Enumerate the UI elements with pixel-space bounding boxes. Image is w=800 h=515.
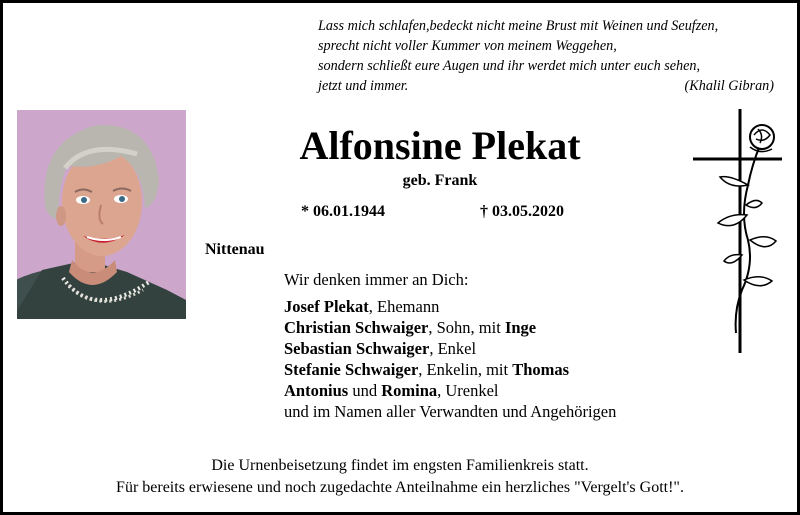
mourner-row <box>284 359 616 380</box>
mourner-conjunction: und <box>348 381 382 400</box>
mourner-relation: , Ehemann <box>368 297 440 316</box>
portrait-illustration <box>17 110 186 319</box>
poem-line: Lass mich schlafen,bedeckt nicht meine Brust mit Weinen und Seufzen, <box>318 18 719 34</box>
poem-line: sondern schließt eure Augen und ihr werdet mich unter euch sehen, <box>318 58 701 74</box>
mourner-row <box>284 338 616 359</box>
mourner-partner: Inge <box>504 318 537 337</box>
poem <box>318 16 774 96</box>
mourner-partner: Thomas <box>512 360 570 379</box>
place-name: Nittenau <box>205 241 265 258</box>
footer-notice <box>0 455 800 499</box>
mourner-name: Stefanie Schwaiger <box>284 360 419 379</box>
mourner-row: und im Namen aller Verwandten und Angehörigen <box>284 402 617 421</box>
thanks-notice: Für bereits erwiesene und noch zugedachte Anteilnahme ein herzliches "Vergelt's Gott!". <box>116 479 684 496</box>
poem-last-line <box>318 76 774 96</box>
mourner-row <box>284 317 616 338</box>
maiden-name: geb. Frank <box>402 172 478 189</box>
mourner-relation: , Enkelin, mit <box>418 360 513 379</box>
cross-with-rose-icon <box>690 105 785 360</box>
poem-line: jetzt und immer. <box>318 78 409 94</box>
mourner-row <box>284 380 616 401</box>
portrait-photo <box>17 110 186 319</box>
mourner-relation: , Sohn, mit <box>428 318 505 337</box>
mourner-name: Sebastian Schwaiger <box>284 339 430 358</box>
mourner-relation: , Urenkel <box>437 381 499 400</box>
mourner-name: Antonius <box>284 381 349 400</box>
mourner-name: Christian Schwaiger <box>284 318 429 337</box>
mourners-list <box>284 296 616 422</box>
death-date: † 03.05.2020 <box>480 203 564 220</box>
deceased-name: Alfonsine Plekat <box>299 123 581 168</box>
mourner-name: Romina <box>381 381 438 400</box>
mourner-name: Josef Plekat <box>284 297 369 316</box>
burial-notice: Die Urnenbeisetzung findet im engsten Familienkreis statt. <box>211 457 589 474</box>
mourner-relation: , Enkel <box>429 339 477 358</box>
mourner-row <box>284 296 616 317</box>
remembrance-text: Wir denken immer an Dich: <box>284 270 469 289</box>
poem-author: (Khalil Gibran) <box>684 78 774 94</box>
birth-date: * 06.01.1944 <box>301 203 385 220</box>
poem-line: sprecht nicht voller Kummer von meinem Weggehen, <box>318 38 617 54</box>
